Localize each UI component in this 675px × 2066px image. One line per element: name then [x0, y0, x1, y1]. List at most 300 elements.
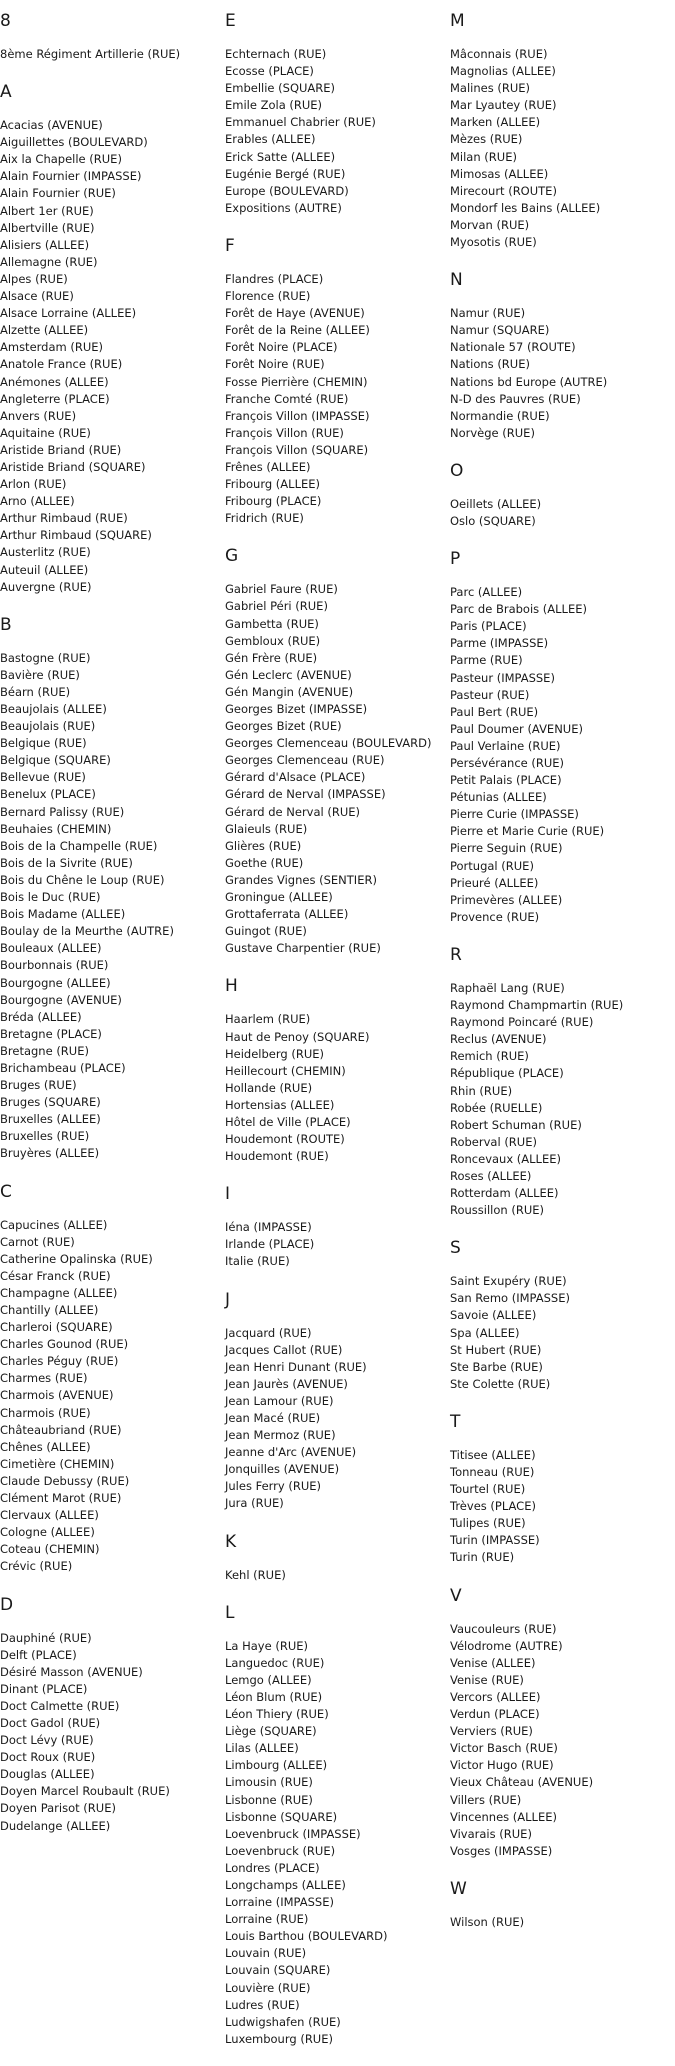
street-item: Goethe (RUE)	[225, 855, 304, 870]
street-item: Prieuré (ALLEE)	[450, 875, 539, 890]
column-3	[450, 0, 675, 1949]
street-item: Limousin (RUE)	[225, 1775, 313, 1790]
street-item: Lisbonne (SQUARE)	[225, 1809, 338, 1824]
street-item: Charmois (AVENUE)	[0, 1388, 114, 1403]
street-item: Iéna (IMPASSE)	[225, 1220, 312, 1235]
street-item: Gabriel Faure (RUE)	[225, 582, 338, 597]
street-item: César Franck (RUE)	[0, 1268, 111, 1283]
street-item: Vaucouleurs (RUE)	[450, 1621, 557, 1636]
street-item: Marken (ALLEE)	[450, 115, 541, 130]
street-item: Gembloux (RUE)	[225, 633, 321, 648]
street-item: Claude Debussy (RUE)	[0, 1473, 130, 1488]
street-item: Aix la Chapelle (RUE)	[0, 152, 122, 167]
street-item: Roncevaux (ALLEE)	[450, 1151, 561, 1166]
street-item: Jacquard (RUE)	[225, 1325, 312, 1340]
street-item: Flandres (PLACE)	[225, 271, 324, 286]
street-item: St Hubert (RUE)	[450, 1342, 542, 1357]
street-item: Albert 1er (RUE)	[0, 203, 94, 218]
street-item: Charleroi (SQUARE)	[0, 1320, 113, 1335]
street-item: Jean Mermoz (RUE)	[225, 1428, 336, 1443]
street-item: Benelux (PLACE)	[0, 787, 96, 802]
street-item: Bernard Palissy (RUE)	[0, 804, 125, 819]
street-item: Désiré Masson (AVENUE)	[0, 1664, 143, 1679]
street-item: François Villon (IMPASSE)	[225, 408, 370, 423]
street-item: Doct Calmette (RUE)	[0, 1698, 120, 1713]
street-item: Primevères (ALLEE)	[450, 892, 563, 907]
street-item: Pierre Seguin (RUE)	[450, 841, 563, 856]
street-item: Liège (SQUARE)	[225, 1724, 317, 1739]
street-item: Erick Satte (ALLEE)	[225, 149, 336, 164]
street-item: Haut de Penoy (SQUARE)	[225, 1029, 370, 1044]
street-item: Mimosas (ALLEE)	[450, 166, 549, 181]
street-item: Frênes (ALLEE)	[225, 459, 311, 474]
street-item: Arthur Rimbaud (SQUARE)	[0, 528, 152, 543]
street-list	[450, 1914, 675, 1931]
street-item: Nations bd Europe (AUTRE)	[450, 374, 608, 389]
street-item: Haarlem (RUE)	[225, 1012, 311, 1027]
street-item: Londres (PLACE)	[225, 1860, 320, 1875]
street-item: N-D des Pauvres (RUE)	[450, 391, 581, 406]
street-item: Vélodrome (AUTRE)	[450, 1638, 563, 1653]
letter-heading: E	[225, 11, 236, 31]
street-item: Robert Schuman (RUE)	[450, 1117, 582, 1132]
street-item: Parme (IMPASSE)	[450, 636, 549, 651]
street-item: Vivarais (RUE)	[450, 1826, 532, 1841]
street-item: Dauphiné (RUE)	[0, 1630, 92, 1645]
street-item: Mondorf les Bains (ALLEE)	[450, 200, 601, 215]
letter-heading: C	[0, 1181, 12, 1202]
street-item: Béarn (RUE)	[0, 684, 71, 699]
street-item: Victor Basch (RUE)	[450, 1741, 558, 1756]
street-item: Florence (RUE)	[225, 289, 311, 304]
street-item: Georges Bizet (IMPASSE)	[225, 702, 368, 716]
street-item: Ste Colette (RUE)	[450, 1376, 551, 1391]
street-item: Jean Macé (RUE)	[225, 1411, 321, 1425]
street-item: Bourgogne (ALLEE)	[0, 975, 111, 990]
street-item: Bois de la Sivrite (RUE)	[0, 855, 133, 870]
street-item: Titisee (ALLEE)	[450, 1447, 536, 1462]
street-item: Louvain (RUE)	[225, 1946, 307, 1961]
street-item: Norvège (RUE)	[450, 425, 535, 440]
street-item: Glières (RUE)	[225, 838, 302, 853]
street-item: Turin (RUE)	[450, 1550, 515, 1565]
letter-heading: S	[450, 1238, 461, 1259]
street-list	[225, 1011, 445, 1165]
street-item: Persévérance (RUE)	[450, 756, 565, 770]
street-item: Capucines (ALLEE)	[0, 1217, 108, 1232]
street-item: Spa (ALLEE)	[450, 1325, 520, 1340]
street-item: Carnot (RUE)	[0, 1234, 75, 1249]
street-item: Savoie (ALLEE)	[450, 1308, 537, 1323]
street-item: Heidelberg (RUE)	[225, 1046, 324, 1061]
street-item: Jean Jaurès (AVENUE)	[225, 1376, 348, 1391]
street-item: Portugal (RUE)	[450, 858, 534, 873]
letter-section	[450, 10, 675, 251]
street-item: Rhin (RUE)	[450, 1083, 513, 1098]
street-item: Austerlitz (RUE)	[0, 545, 91, 560]
street-item: Aiguillettes (BOULEVARD)	[0, 135, 148, 150]
street-list	[450, 980, 675, 1219]
letter-heading: L	[225, 1602, 235, 1623]
street-item: Bruxelles (RUE)	[0, 1129, 90, 1144]
street-item: Raymond Champmartin (RUE)	[450, 998, 624, 1013]
street-item: Georges Clemenceau (RUE)	[225, 753, 385, 768]
street-item: Boulay de la Meurthe (AUTRE)	[0, 924, 174, 939]
street-item: Gérard d'Alsace (PLACE)	[225, 770, 366, 785]
street-item: Bruxelles (ALLEE)	[0, 1112, 101, 1127]
letter-heading: 8	[0, 11, 11, 31]
street-item: Saint Exupéry (RUE)	[450, 1274, 567, 1289]
letter-heading: K	[225, 1531, 237, 1552]
street-item: Venise (RUE)	[450, 1672, 524, 1687]
street-item: Léon Thiery (RUE)	[225, 1707, 329, 1722]
street-item: Alsace Lorraine (ALLEE)	[0, 306, 137, 321]
letter-heading: F	[225, 235, 235, 256]
letter-section	[0, 1181, 220, 1576]
street-item: Doct Roux (RUE)	[0, 1750, 96, 1765]
street-list	[0, 650, 220, 1163]
street-item: Gérard de Nerval (IMPASSE)	[225, 787, 386, 802]
street-item: Mar Lyautey (RUE)	[450, 98, 557, 113]
street-item: Verviers (RUE)	[450, 1724, 533, 1739]
street-item: Bourgogne (AVENUE)	[0, 992, 122, 1007]
street-item: Morvan (RUE)	[450, 217, 530, 232]
street-item: Myosotis (RUE)	[450, 235, 537, 250]
letter-heading: M	[450, 11, 465, 31]
street-item: Forêt Noire (PLACE)	[225, 340, 338, 355]
letter-section	[225, 1531, 445, 1584]
street-item: Parme (RUE)	[450, 653, 523, 668]
street-item: Doct Lévy (RUE)	[0, 1733, 94, 1748]
street-item: Beaujolais (RUE)	[0, 719, 96, 734]
street-item: Roussillon (RUE)	[450, 1203, 544, 1218]
street-item: Fribourg (ALLEE)	[225, 477, 320, 492]
street-item: Bavière (RUE)	[0, 667, 80, 682]
street-item: Chantilly (ALLEE)	[0, 1303, 99, 1317]
street-item: Paul Doumer (AVENUE)	[450, 721, 583, 736]
street-item: Venise (ALLEE)	[450, 1655, 536, 1670]
street-item: Villers (RUE)	[450, 1792, 522, 1807]
street-item: Guingot (RUE)	[225, 924, 307, 939]
letter-heading: V	[450, 1585, 462, 1606]
street-item: François Villon (RUE)	[225, 425, 344, 440]
street-item: Wilson (RUE)	[450, 1914, 525, 1929]
street-item: Léon Blum (RUE)	[225, 1689, 323, 1704]
letter-heading: A	[0, 82, 12, 103]
street-item: Fosse Pierrière (CHEMIN)	[225, 374, 368, 389]
letter-heading: P	[450, 549, 461, 570]
letter-heading: O	[450, 460, 464, 481]
street-item: Vincennes (ALLEE)	[450, 1809, 557, 1824]
street-item: Bruyères (ALLEE)	[0, 1146, 100, 1161]
street-item: Ste Barbe (RUE)	[450, 1359, 543, 1374]
street-item: Trèves (PLACE)	[450, 1499, 536, 1514]
street-item: Bruges (SQUARE)	[0, 1095, 101, 1110]
street-item: Erables (ALLEE)	[225, 132, 316, 147]
letter-section	[0, 614, 220, 1163]
street-item: Lemgo (ALLEE)	[225, 1672, 312, 1687]
street-item: Bois du Chêne le Loup (RUE)	[0, 872, 165, 887]
street-item: Ludwigshafen (RUE)	[225, 2014, 341, 2029]
street-item: Kehl (RUE)	[225, 1567, 286, 1582]
street-list	[450, 1447, 675, 1567]
street-list	[450, 1273, 675, 1393]
street-item: Aquitaine (RUE)	[0, 425, 91, 440]
street-item: Pasteur (RUE)	[450, 687, 530, 702]
street-item: Vercors (ALLEE)	[450, 1689, 541, 1704]
street-item: Lorraine (IMPASSE)	[225, 1895, 334, 1910]
street-item: Emile Zola (RUE)	[225, 98, 323, 113]
street-item: Charmois (RUE)	[0, 1405, 91, 1420]
street-item: Doct Gadol (RUE)	[0, 1715, 101, 1730]
street-item: Bruges (RUE)	[0, 1078, 77, 1093]
street-item: 8ème Régiment Artillerie (RUE)	[0, 47, 181, 61]
street-item: Bretagne (RUE)	[0, 1043, 89, 1058]
street-item: Bois de la Champelle (RUE)	[0, 838, 158, 853]
letter-section	[0, 81, 220, 596]
street-item: Oeillets (ALLEE)	[450, 496, 542, 511]
street-list	[450, 305, 675, 442]
street-item: Milan (RUE)	[450, 149, 517, 164]
street-item: Dudelange (ALLEE)	[0, 1818, 111, 1833]
street-item: Georges Clemenceau (BOULEVARD)	[225, 736, 432, 751]
street-item: La Haye (RUE)	[225, 1638, 308, 1653]
letter-section	[225, 545, 445, 957]
street-item: Louvain (SQUARE)	[225, 1963, 331, 1978]
street-item: Auteuil (ALLEE)	[0, 562, 89, 577]
street-item: Pierre et Marie Curie (RUE)	[450, 824, 605, 839]
street-item: Jeanne d'Arc (AVENUE)	[225, 1445, 357, 1460]
street-item: Bois Madame (ALLEE)	[0, 907, 126, 922]
street-item: Houdemont (RUE)	[225, 1149, 329, 1164]
street-item: Lilas (ALLEE)	[225, 1741, 299, 1756]
street-item: Bouleaux (ALLEE)	[0, 941, 102, 956]
street-item: Oslo (SQUARE)	[450, 513, 536, 528]
street-item: Echternach (RUE)	[225, 47, 327, 61]
street-item: Turin (IMPASSE)	[450, 1533, 540, 1548]
letter-section	[225, 975, 445, 1165]
letter-heading: W	[450, 1878, 467, 1899]
street-item: Alsace (RUE)	[0, 289, 74, 304]
street-item: Alain Fournier (IMPASSE)	[0, 169, 142, 184]
street-item: Petit Palais (PLACE)	[450, 773, 562, 788]
street-item: Europe (BOULEVARD)	[225, 183, 349, 198]
street-item: Alpes (RUE)	[0, 271, 68, 286]
street-list	[450, 46, 675, 251]
street-item: Roberval (RUE)	[450, 1134, 537, 1149]
street-item: Gérard de Nerval (RUE)	[225, 804, 361, 819]
street-item: Anvers (RUE)	[0, 408, 77, 423]
street-item: Angleterre (PLACE)	[0, 391, 110, 406]
street-item: Catherine Opalinska (RUE)	[0, 1251, 153, 1266]
street-item: Fridrich (RUE)	[225, 511, 304, 526]
street-list	[450, 1621, 675, 1860]
street-item: Doyen Parisot (RUE)	[0, 1801, 116, 1816]
street-item: Hollande (RUE)	[225, 1080, 313, 1095]
street-item: Beaujolais (ALLEE)	[0, 702, 107, 716]
street-item: Arlon (RUE)	[0, 477, 67, 492]
street-item: Emmanuel Chabrier (RUE)	[225, 115, 376, 130]
letter-heading: T	[450, 1411, 461, 1432]
street-item: Bois le Duc (RUE)	[0, 890, 101, 905]
street-item: Ecosse (PLACE)	[225, 64, 314, 79]
street-item: Embellie (SQUARE)	[225, 81, 336, 96]
street-item: Bastogne (RUE)	[0, 650, 91, 665]
street-item: Alain Fournier (RUE)	[0, 186, 116, 201]
street-item: Roses (ALLEE)	[450, 1168, 532, 1183]
street-item: Belgique (RUE)	[0, 736, 87, 751]
letter-section	[450, 1878, 675, 1931]
street-list	[225, 1638, 445, 2048]
street-item: Jules Ferry (RUE)	[225, 1479, 322, 1494]
street-item: Vosges (IMPASSE)	[450, 1843, 553, 1858]
street-item: Verdun (PLACE)	[450, 1707, 540, 1722]
letter-section	[450, 1585, 675, 1860]
letter-heading: H	[225, 976, 238, 997]
letter-section	[0, 10, 220, 63]
street-list	[0, 1217, 220, 1576]
letter-section	[450, 1237, 675, 1393]
street-item: Gustave Charpentier (RUE)	[225, 941, 381, 956]
street-item: Auvergne (RUE)	[0, 579, 92, 594]
street-item: Loevenbruck (RUE)	[225, 1843, 336, 1858]
street-list	[225, 46, 445, 217]
street-item: Loevenbruck (IMPASSE)	[225, 1826, 361, 1841]
street-item: Jean Lamour (RUE)	[225, 1393, 334, 1408]
letter-section	[450, 1411, 675, 1567]
street-item: Parc de Brabois (ALLEE)	[450, 602, 587, 617]
street-item: Chênes (ALLEE)	[0, 1439, 91, 1454]
street-item: Tulipes (RUE)	[450, 1516, 526, 1531]
street-item: Paul Verlaine (RUE)	[450, 738, 561, 753]
street-item: Bretagne (PLACE)	[0, 1026, 102, 1041]
letter-section	[225, 1183, 445, 1270]
street-item: Allemagne (RUE)	[0, 254, 98, 269]
letter-section	[225, 10, 445, 217]
street-item: San Remo (IMPASSE)	[450, 1291, 570, 1306]
street-item: Luxembourg (RUE)	[225, 2031, 333, 2046]
street-item: Gambetta (RUE)	[225, 616, 319, 631]
street-item: République (PLACE)	[450, 1066, 564, 1081]
street-list	[225, 271, 445, 527]
street-item: Belgique (SQUARE)	[0, 753, 111, 768]
street-item: Gabriel Péri (RUE)	[225, 599, 328, 614]
street-item: Brichambeau (PLACE)	[0, 1060, 126, 1075]
street-item: Tourtel (RUE)	[450, 1482, 526, 1497]
street-item: Georges Bizet (RUE)	[225, 719, 342, 734]
street-item: Clervaux (ALLEE)	[0, 1508, 99, 1523]
street-item: Arthur Rimbaud (RUE)	[0, 511, 128, 526]
street-item: Louvière (RUE)	[225, 1980, 311, 1995]
street-item: Acacias (AVENUE)	[0, 118, 103, 133]
street-item: Robée (RUELLE)	[450, 1100, 543, 1115]
street-item: Châteaubriand (RUE)	[0, 1422, 122, 1437]
street-item: Champagne (ALLEE)	[0, 1285, 118, 1300]
street-item: Gén Mangin (AVENUE)	[225, 684, 354, 699]
street-item: Beuhaies (CHEMIN)	[0, 821, 112, 836]
street-item: Languedoc (RUE)	[225, 1655, 325, 1670]
street-item: Amsterdam (RUE)	[0, 340, 104, 355]
street-item: Victor Hugo (RUE)	[450, 1758, 554, 1773]
street-item: Clément Marot (RUE)	[0, 1491, 122, 1506]
street-list	[225, 1219, 445, 1270]
street-item: Forêt Noire (RUE)	[225, 357, 325, 372]
street-item: Gén Leclerc (AVENUE)	[225, 667, 352, 682]
letter-heading: D	[0, 1594, 14, 1615]
letter-heading: B	[0, 614, 12, 635]
street-item: Heillecourt (CHEMIN)	[225, 1063, 346, 1078]
street-item: Pétunias (ALLEE)	[450, 790, 547, 805]
street-item: Pierre Curie (IMPASSE)	[450, 807, 579, 822]
street-item: Fribourg (PLACE)	[225, 494, 322, 509]
street-item: Dinant (PLACE)	[0, 1681, 88, 1696]
street-item: Forêt de Haye (AVENUE)	[225, 306, 365, 321]
street-item: Italie (RUE)	[225, 1254, 290, 1269]
street-item: Glaieuls (RUE)	[225, 821, 308, 836]
street-item: Grandes Vignes (SENTIER)	[225, 872, 377, 887]
street-list	[0, 46, 220, 63]
street-item: Anémones (ALLEE)	[0, 374, 109, 389]
street-item: Aristide Briand (RUE)	[0, 442, 122, 457]
letter-section	[450, 269, 675, 442]
street-item: Normandie (RUE)	[450, 408, 550, 423]
street-item: Parc (ALLEE)	[450, 585, 523, 600]
street-item: Bréda (ALLEE)	[0, 1009, 82, 1024]
street-item: Doyen Marcel Roubault (RUE)	[0, 1784, 170, 1799]
street-item: Arno (ALLEE)	[0, 494, 75, 509]
letter-heading: G	[225, 546, 239, 567]
street-item: Paul Bert (RUE)	[450, 704, 539, 719]
street-item: Groningue (ALLEE)	[225, 890, 333, 905]
street-item: Hortensias (ALLEE)	[225, 1097, 335, 1112]
letter-section	[450, 548, 675, 926]
street-item: Irlande (PLACE)	[225, 1237, 315, 1252]
street-item: Cologne (ALLEE)	[0, 1525, 95, 1540]
street-item: Namur (RUE)	[450, 306, 526, 321]
letter-heading: N	[450, 270, 463, 291]
street-item: Vieux Château (AVENUE)	[450, 1775, 594, 1790]
street-item: Jonquilles (AVENUE)	[225, 1462, 340, 1477]
street-item: Delft (PLACE)	[0, 1647, 77, 1662]
street-item: Tonneau (RUE)	[450, 1465, 535, 1479]
letter-heading: I	[225, 1184, 231, 1205]
street-item: Pasteur (IMPASSE)	[450, 670, 555, 685]
street-item: Rotterdam (ALLEE)	[450, 1186, 559, 1201]
letter-section	[225, 1602, 445, 2048]
column-1	[0, 0, 220, 1853]
street-item: Jean Henri Dunant (RUE)	[225, 1359, 367, 1374]
letter-section	[225, 1289, 445, 1513]
street-item: Raymond Poincaré (RUE)	[450, 1015, 594, 1030]
street-item: Mirecourt (ROUTE)	[450, 183, 557, 198]
street-list	[0, 117, 220, 596]
street-item: Mèzes (RUE)	[450, 132, 523, 147]
street-item: Bourbonnais (RUE)	[0, 958, 109, 973]
street-item: Magnolias (ALLEE)	[450, 64, 556, 79]
street-item: Raphaël Lang (RUE)	[450, 980, 565, 995]
street-item: Alisiers (ALLEE)	[0, 237, 90, 252]
street-item: François Villon (SQUARE)	[225, 442, 369, 457]
street-list	[225, 1325, 445, 1513]
street-item: Albertville (RUE)	[0, 220, 95, 235]
street-item: Cimetière (CHEMIN)	[0, 1456, 115, 1471]
street-list	[225, 581, 445, 957]
street-item: Crévic (RUE)	[0, 1559, 73, 1574]
street-list	[225, 1567, 445, 1584]
street-item: Jacques Callot (RUE)	[225, 1342, 343, 1357]
street-item: Forêt de la Reine (ALLEE)	[225, 323, 370, 338]
street-item: Provence (RUE)	[450, 909, 540, 924]
